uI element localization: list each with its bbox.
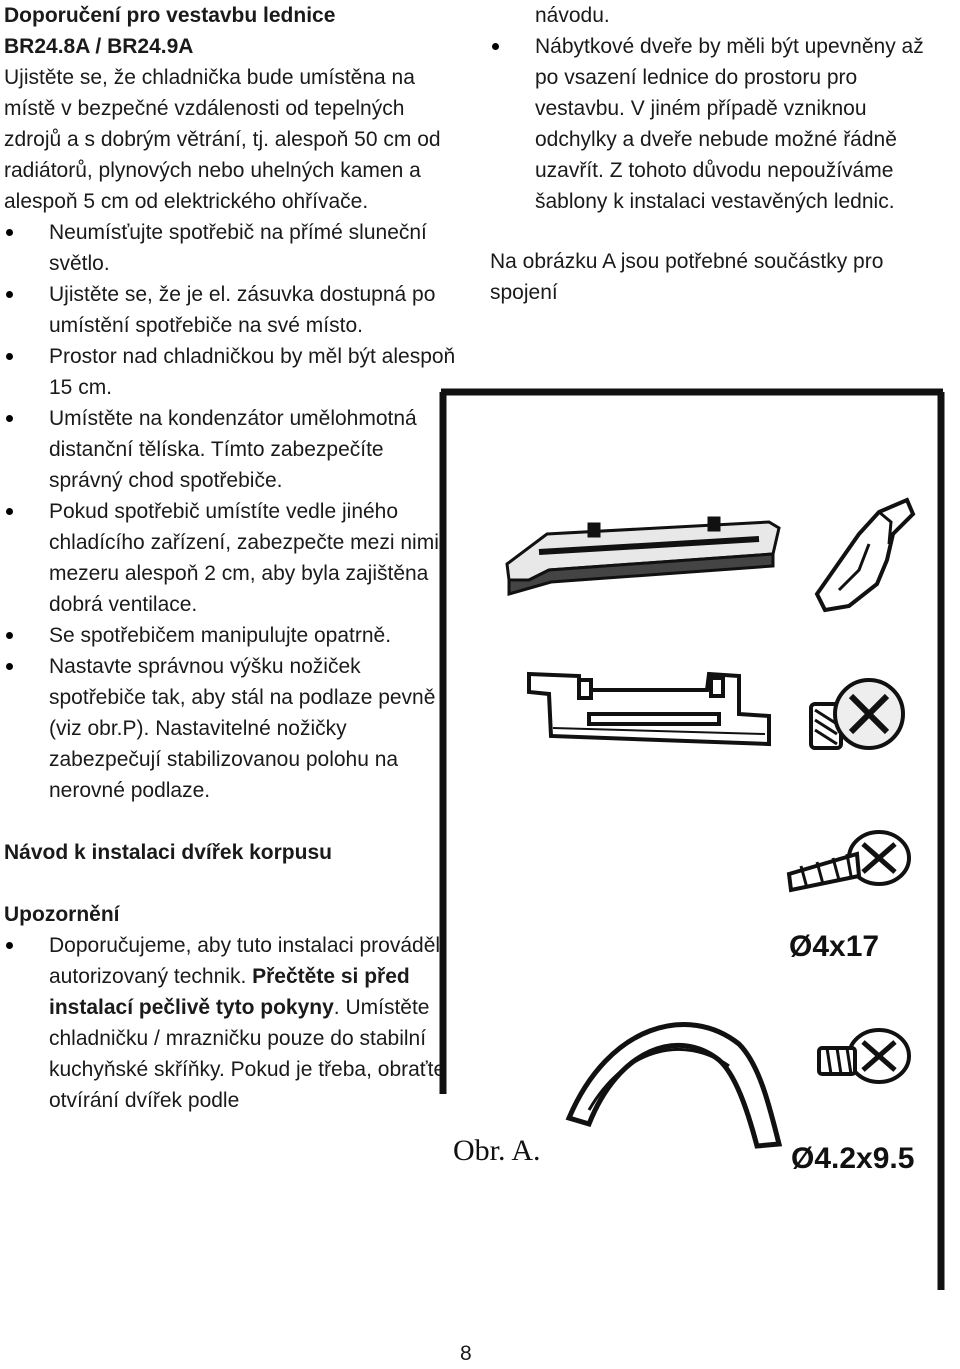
screw-4-2x9-5 [819,1030,909,1082]
parts-figure [439,384,945,1290]
warning-heading: Upozornění [4,903,120,926]
figure-caption: Na obrázku A jsou potřebné součástky pro spojení [490,250,884,304]
mounting-rail [529,674,769,744]
list-item: Neumísťujte spotřebič na přímé sluneční světlo. [4,217,456,279]
continuation-text: návodu. [535,4,610,27]
left-column [4,0,456,1116]
recommendation-list [4,217,456,806]
continued-list [490,0,950,31]
spacer [4,806,456,837]
list-item: Nastavte správnou výšku nožiček spotřebiče tak, aby stál na podlaze pevně (viz obr.P). Nastavitelné nožičky zabezpečují stabilizovanou polohu na nerovné podlaze. [4,651,456,806]
furniture-door-list [490,31,950,217]
warning-tail: . Umístěte chladničku / mrazničku pouze do stabilní kuchyňské skříňky. Pokud je třeba, obraťte otvírání dvířek podle [49,996,446,1112]
spacer [4,868,456,899]
list-item: Pokud spotřebič umístíte vedle jiného chladícího zařízení, zabezpečte mezi nimi mezeru alespoň 2 cm, aby byla zajištěna dobrá ventilace. [4,496,456,620]
curved-strip [569,1024,779,1146]
angle-bracket [817,500,913,610]
page-number: 8 [460,1342,472,1365]
list-item: Umístěte na kondenzátor umělohmotná distanční tělíska. Tímto zabezpečíte správný chod spotřebiče. [4,403,456,496]
recommendation-heading: Doporučení pro vestavbu lednice [4,4,336,27]
list-item [4,930,456,1116]
model-numbers: BR24.8A / BR24.9A [4,35,194,58]
right-column [490,0,950,308]
section-heading: Návod k instalaci dvířek korpusu [4,841,332,864]
mounting-bracket-long [507,518,779,594]
spacer [490,217,950,246]
screw-large-head [811,680,903,748]
list-item: Se spotřebičem manipulujte opatrně. [4,620,456,651]
figure-label: Obr. A. [453,1134,541,1167]
warning-list [4,930,456,1116]
screw-2-label: Ø4.2x9.5 [791,1142,915,1175]
list-item: Ujistěte se, že je el. zásuvka dostupná po umístění spotřebiče na své místo. [4,279,456,341]
list-item: Nábytkové dveře by měli být upevněny až po vsazení lednice do prostoru pro vestavbu. V jiném případě vzniknou odchylky a dveře nebude možné řádně uzavřít. Z tohoto důvodu nepoužíváme šablony k instalaci vestavěných lednic. [490,31,950,217]
list-item: Prostor nad chladničkou by měl být alespoň 15 cm. [4,341,456,403]
intro-paragraph: Ujistěte se, že chladnička bude umístěna na místě v bezpečné vzdálenosti od tepelných zdrojů a s dobrým větrání, tj. alespoň 50 cm od radiátorů, plynových nebo uhelných kamen a alespoň 5 cm od elektrického ohřívače. [4,66,441,213]
warning-lead: Doporučujeme, aby tuto instalaci prováděl autorizovaný technik. [49,934,441,988]
screw-4x17 [789,832,909,890]
list-item-continuation [490,0,950,31]
warning-bold: Přečtěte si před instalací pečlivě tyto pokyny [49,965,410,1019]
screw-1-label: Ø4x17 [789,930,880,963]
